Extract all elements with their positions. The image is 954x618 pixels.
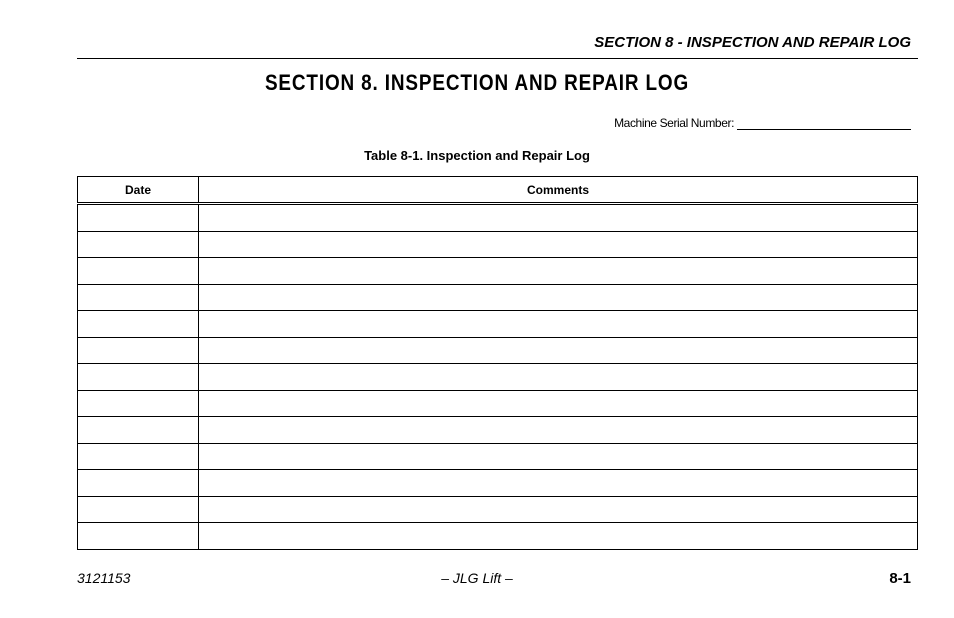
table-row [78, 443, 918, 470]
inspection-log-table [77, 176, 918, 550]
date-cell [78, 337, 199, 364]
comments-cell [199, 311, 918, 338]
table-row [78, 470, 918, 497]
date-cell [78, 364, 199, 391]
comments-cell [199, 417, 918, 444]
header-divider [77, 58, 918, 59]
serial-number-blank [737, 117, 911, 130]
date-cell [78, 470, 199, 497]
comments-cell [199, 523, 918, 550]
table-row [78, 258, 918, 285]
comments-cell [199, 231, 918, 258]
date-cell [78, 231, 199, 258]
comments-cell [199, 364, 918, 391]
date-cell [78, 496, 199, 523]
running-header: SECTION 8 - INSPECTION AND REPAIR LOG [594, 34, 911, 51]
comments-cell [199, 337, 918, 364]
comments-cell [199, 443, 918, 470]
comments-cell [199, 470, 918, 497]
date-cell [78, 284, 199, 311]
table-row [78, 417, 918, 444]
document-number: 3121153 [77, 570, 131, 586]
table-row [78, 337, 918, 364]
comments-cell [199, 204, 918, 232]
table-row [78, 390, 918, 417]
date-cell [78, 523, 199, 550]
page-number: 8-1 [889, 570, 911, 587]
date-cell [78, 390, 199, 417]
column-header-comments: Comments [199, 177, 918, 204]
comments-cell [199, 258, 918, 285]
date-cell [78, 443, 199, 470]
table-caption: Table 8-1. Inspection and Repair Log [364, 148, 590, 163]
comments-cell [199, 284, 918, 311]
product-name: – JLG Lift – [441, 570, 513, 586]
column-header-date: Date [78, 177, 199, 204]
table-row [78, 204, 918, 232]
serial-number-field [614, 116, 911, 130]
table-row [78, 231, 918, 258]
table-header-row [78, 177, 918, 204]
date-cell [78, 204, 199, 232]
table-row [78, 284, 918, 311]
table-row [78, 364, 918, 391]
date-cell [78, 417, 199, 444]
serial-number-label: Machine Serial Number: [614, 116, 734, 130]
comments-cell [199, 390, 918, 417]
date-cell [78, 258, 199, 285]
date-cell [78, 311, 199, 338]
page-title: SECTION 8. INSPECTION AND REPAIR LOG [264, 70, 690, 95]
table-row [78, 311, 918, 338]
table-row [78, 523, 918, 550]
comments-cell [199, 496, 918, 523]
table-row [78, 496, 918, 523]
